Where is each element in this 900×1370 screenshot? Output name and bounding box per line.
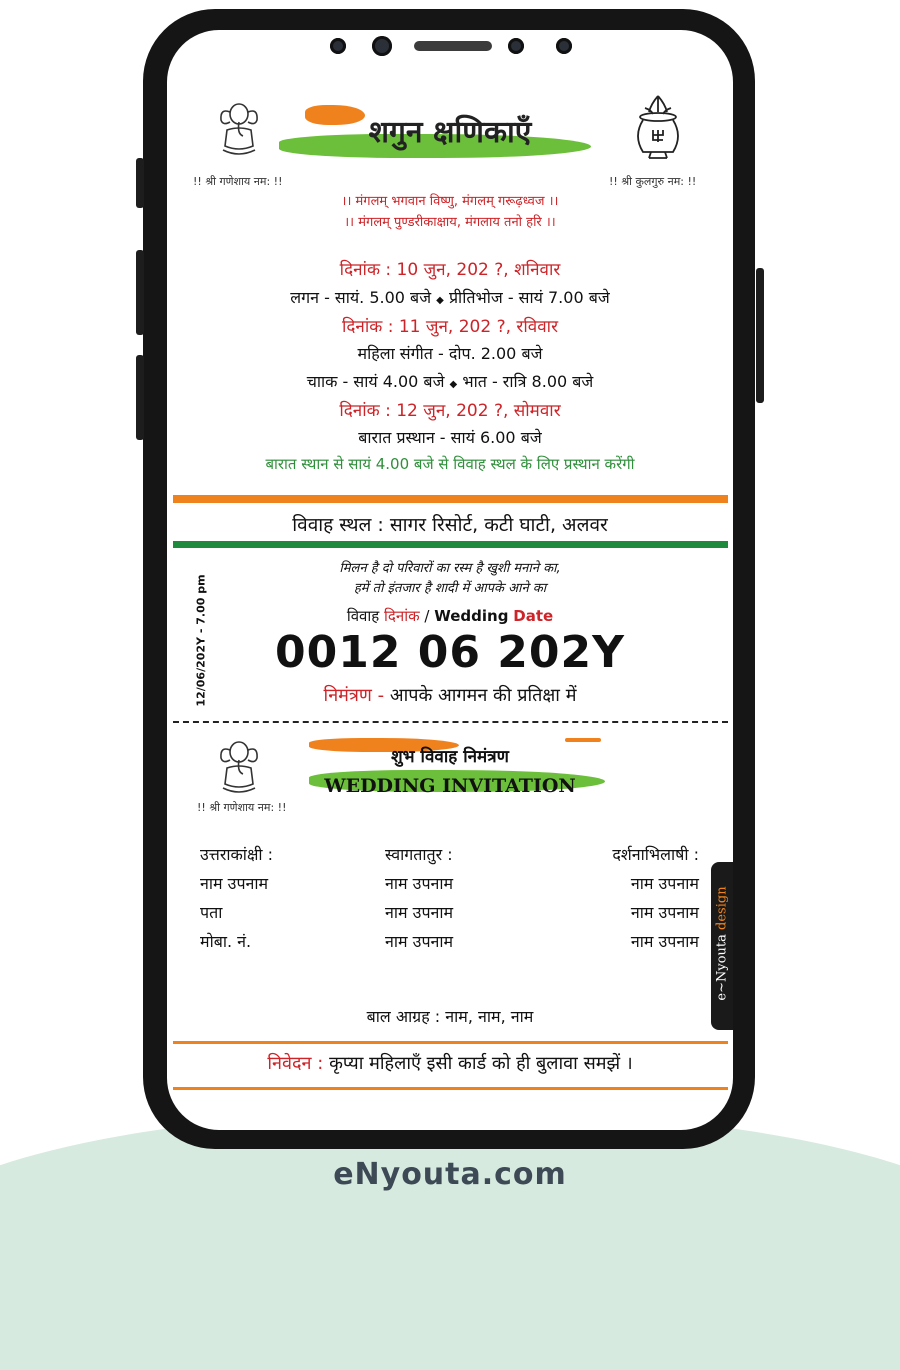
phone-side-button <box>136 250 144 335</box>
diamond-icon: ◆ <box>449 379 458 390</box>
label-hi-red: दिनांक <box>384 607 420 625</box>
ganesha-icon <box>215 100 263 158</box>
wedding-date-value: 0012 06 202Y <box>274 627 626 678</box>
sensor-icon <box>556 38 572 54</box>
venue-text: विवाह स्थल : सागर रिसोर्ट, कटी घाटी, अलवर <box>292 514 608 536</box>
phone-notch <box>330 33 580 59</box>
invitation-title-hi: शुभ विवाह निमंत्रण <box>391 747 509 767</box>
cut-line-divider <box>173 721 728 723</box>
saffron-brush-dash <box>565 738 601 742</box>
couplet-line-1: मिलन है दो परिवारों का रस्म है खुशी मनाने का, <box>339 561 561 576</box>
sensor-icon <box>508 38 524 54</box>
header-title: शगुन क्षणिकाएँ <box>368 115 532 150</box>
sensor-icon <box>330 38 346 54</box>
request-black: कृप्या महिलाएँ इसी कार्ड को ही बुलावा समझें । <box>329 1053 633 1074</box>
host-col2-item: नाम उपनाम <box>385 874 454 893</box>
label-en-red: Date <box>513 607 554 625</box>
brand-prefix: e~Nyouta <box>714 934 730 1001</box>
invitation-left-blessing: !! श्री गणेशाय नम: !! <box>197 801 287 814</box>
label-hi-prefix: विवाह <box>346 607 380 625</box>
shloka-line-2: ।। मंगलम् पुण्डरीकाक्षाय, मंगलाय तनो हरि ।। <box>344 215 556 230</box>
phone-screen <box>167 30 733 1130</box>
side-date-text: 12/06/202Y - 7.00 pm <box>194 574 208 707</box>
saffron-band <box>173 495 728 503</box>
right-blessing: !! श्री कुलगुरु नम: !! <box>609 175 697 188</box>
camera-icon <box>372 36 392 56</box>
couplet-line-2: हमें तो इंतजार है शादी में आपके आने का <box>353 581 547 596</box>
event-baraat-prasthan: बारात प्रस्थान - सायं 6.00 बजे <box>358 428 542 447</box>
host-col1-item: नाम उपनाम <box>200 874 269 893</box>
host-col1-heading: उत्तराकांक्षी : <box>200 845 274 864</box>
request-line <box>167 1051 733 1075</box>
speaker-grille <box>414 41 492 51</box>
event-line-3 <box>167 370 733 392</box>
event-bhaat: भात - रात्रि 8.00 बजे <box>462 372 594 391</box>
event-date-1: दिनांक : 10 जुन, 202 ?, शनिवार <box>339 260 561 280</box>
host-column-1 <box>200 843 273 959</box>
phone-power-button <box>756 268 764 403</box>
event-line-1 <box>167 286 733 308</box>
background-wave <box>0 1110 900 1370</box>
host-col1-item: मोबा. नं. <box>200 932 252 951</box>
event-pritibhoj: प्रीतिभोज - सायं 7.00 बजे <box>448 288 610 307</box>
invite-line <box>167 683 733 707</box>
host-column-3 <box>547 843 699 959</box>
green-band <box>173 541 728 548</box>
host-column-2 <box>385 843 453 959</box>
invitation-title-en: WEDDING INVITATION <box>324 775 576 797</box>
diamond-icon: ◆ <box>436 295 444 306</box>
shloka-line-1: ।। मंगलम् भगवान विष्णु, मंगलम् गरूढ़ध्वज ।। <box>341 194 559 209</box>
host-col1-item: पता <box>200 903 223 922</box>
saffron-rule <box>173 1041 728 1044</box>
ganesha-icon <box>215 738 263 796</box>
saffron-rule <box>173 1087 728 1090</box>
event-lagan: लगन - सायं. 5.00 बजे <box>290 288 432 307</box>
host-col3-item: नाम उपनाम <box>630 903 699 922</box>
event-note: बारात स्थान से सायं 4.00 बजे से विवाह स्थल के लिए प्रस्थान करेंगी <box>265 455 635 473</box>
wedding-date-label <box>167 606 733 626</box>
host-col3-heading: दर्शनाभिलाषी : <box>612 845 699 864</box>
event-date-3: दिनांक : 12 जुन, 202 ?, सोमवार <box>339 401 561 421</box>
event-date-2: दिनांक : 11 जुन, 202 ?, रविवार <box>341 317 559 337</box>
event-mahila-sangeet: महिला संगीत - दोप. 2.00 बजे <box>357 344 543 363</box>
phone-side-button <box>136 355 144 440</box>
host-col3-item: नाम उपनाम <box>630 932 699 951</box>
invite-black: आपके आगमन की प्रतिक्षा में <box>389 685 577 706</box>
event-chaak: चााक - सायं 4.00 बजे <box>306 372 445 391</box>
left-blessing: !! श्री गणेशाय नम: !! <box>193 175 283 188</box>
brand-suffix: design <box>714 886 730 930</box>
host-col2-item: नाम उपनाम <box>385 903 454 922</box>
request-red: निवेदन : <box>267 1053 324 1074</box>
phone-side-button <box>136 158 144 208</box>
invite-red: निमंत्रण - <box>323 685 385 706</box>
host-col2-item: नाम उपनाम <box>385 932 454 951</box>
label-en: Wedding <box>434 607 509 625</box>
site-footer: eNyouta.com <box>333 1157 567 1192</box>
host-col2-heading: स्वागतातुर : <box>385 845 453 864</box>
host-col3-item: नाम उपनाम <box>630 874 699 893</box>
brand-text <box>715 871 730 1017</box>
children-line: बाल आग्रह : नाम, नाम, नाम <box>366 1007 534 1026</box>
label-separator: / <box>424 607 430 625</box>
kalash-icon <box>629 92 687 164</box>
